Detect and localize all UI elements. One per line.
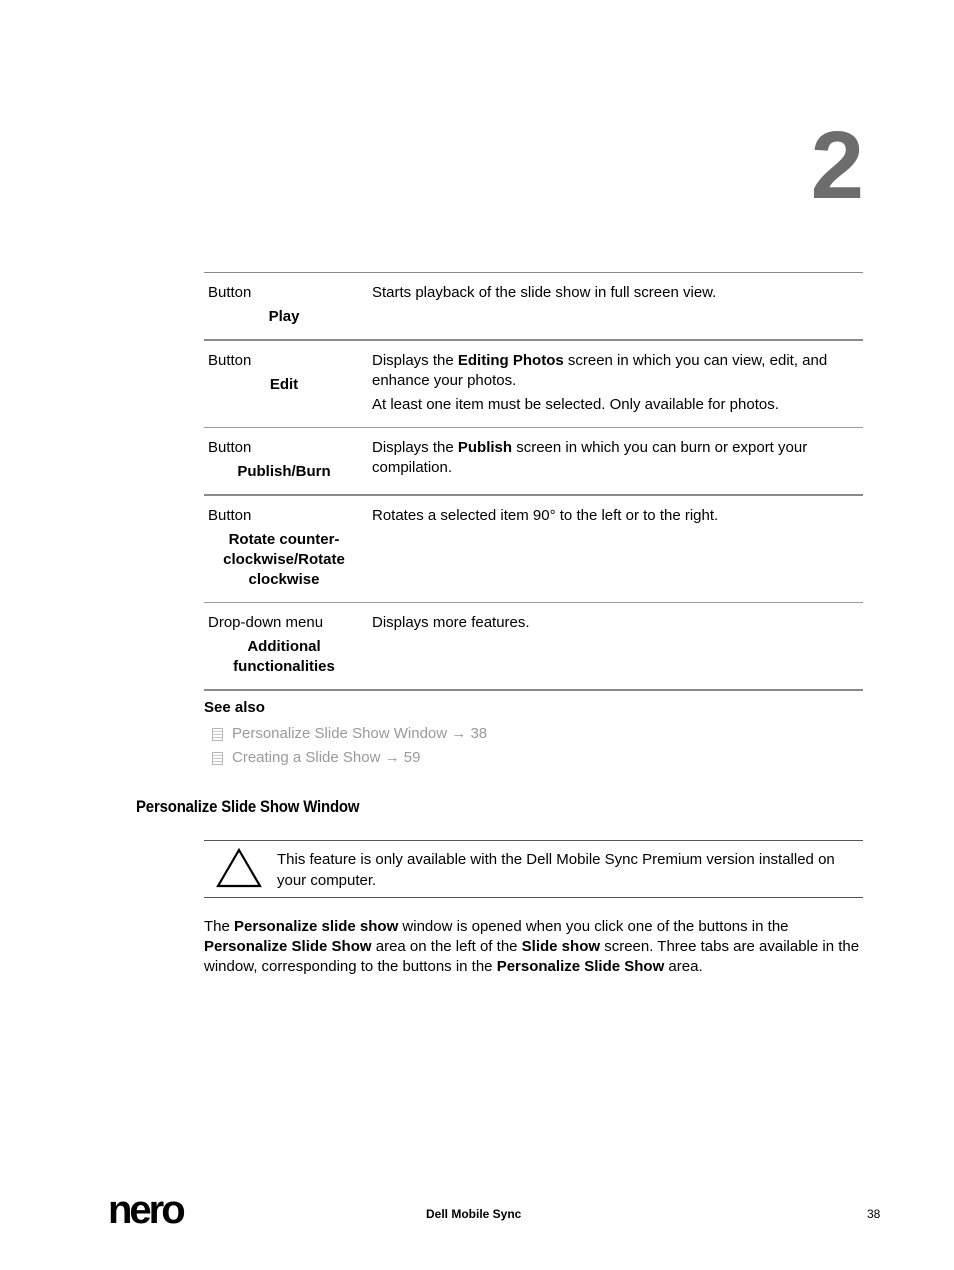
controls-reference-table	[204, 272, 863, 691]
control-cell	[204, 273, 364, 341]
control-name: Play	[268, 308, 300, 325]
warning-icon	[216, 848, 262, 888]
see-also-link[interactable]	[204, 722, 487, 746]
description-text: Displays the Publish screen in which you can burn or export your compilation.	[372, 439, 808, 476]
see-also-section	[204, 698, 487, 770]
control-cell	[204, 495, 364, 603]
control-type: Button	[208, 507, 252, 524]
table-row	[204, 428, 863, 496]
control-name: Edit	[269, 376, 299, 393]
area-name: Personalize Slide Show	[204, 938, 372, 955]
description-note: At least one item must be selected. Only available for photos.	[372, 396, 779, 413]
area-name: Personalize Slide Show	[496, 958, 665, 975]
description-cell	[364, 340, 863, 428]
control-name: Publish/Burn	[237, 463, 331, 480]
note-box	[204, 840, 863, 898]
screen-name: Slide show	[521, 938, 601, 955]
control-cell	[204, 340, 364, 428]
table-row	[204, 273, 863, 341]
note-text: This feature is only available with the Dell Mobile Sync Premium version installed on your computer.	[277, 851, 835, 889]
control-type: Drop-down menu	[208, 614, 324, 631]
description-text: Displays the Editing Photos screen in which you can view, edit, and enhance your photos.	[372, 352, 828, 389]
see-also-link[interactable]	[204, 746, 487, 770]
document-icon	[212, 728, 223, 741]
see-also-title: See also	[204, 699, 265, 716]
table-row	[204, 340, 863, 428]
document-icon	[212, 752, 223, 765]
table-row	[204, 603, 863, 691]
page-number: 38	[867, 1207, 881, 1221]
table-row	[204, 495, 863, 603]
window-name: Personalize slide show	[234, 918, 399, 935]
description-text: Displays more features.	[372, 614, 530, 631]
control-type: Button	[208, 439, 252, 456]
footer-title: Dell Mobile Sync	[426, 1207, 522, 1221]
control-name: Rotate counter-clockwise/Rotate clockwise	[223, 531, 345, 588]
description-cell	[364, 603, 863, 691]
control-cell	[204, 428, 364, 496]
section-heading: Personalize Slide Show Window	[136, 797, 360, 816]
screen-name: Editing Photos	[457, 352, 564, 369]
control-name: Additional functionalities	[233, 638, 335, 675]
see-also-link-label[interactable]: Personalize Slide Show Window → 38	[232, 725, 488, 742]
description-text: Starts playback of the slide show in full screen view.	[372, 284, 717, 301]
description-cell	[364, 273, 863, 341]
chapter-number: 2	[810, 112, 862, 219]
control-cell	[204, 603, 364, 691]
description-text: Rotates a selected item 90° to the left or to the right.	[372, 507, 719, 524]
body-paragraph: The Personalize slide show window is opened when you click one of the buttons in the Personalize Slide Show area on the left of the Slide show screen. Three tabs are available in the window, corresponding to the buttons in the Personalize Slide Show area.	[204, 918, 860, 975]
screen-name: Publish	[457, 439, 513, 456]
see-also-link-label[interactable]: Creating a Slide Show → 59	[232, 749, 421, 766]
nero-logo: nero	[108, 1188, 183, 1232]
control-type: Button	[208, 352, 252, 369]
description-cell	[364, 495, 863, 603]
description-cell	[364, 428, 863, 496]
control-type: Button	[208, 284, 252, 301]
